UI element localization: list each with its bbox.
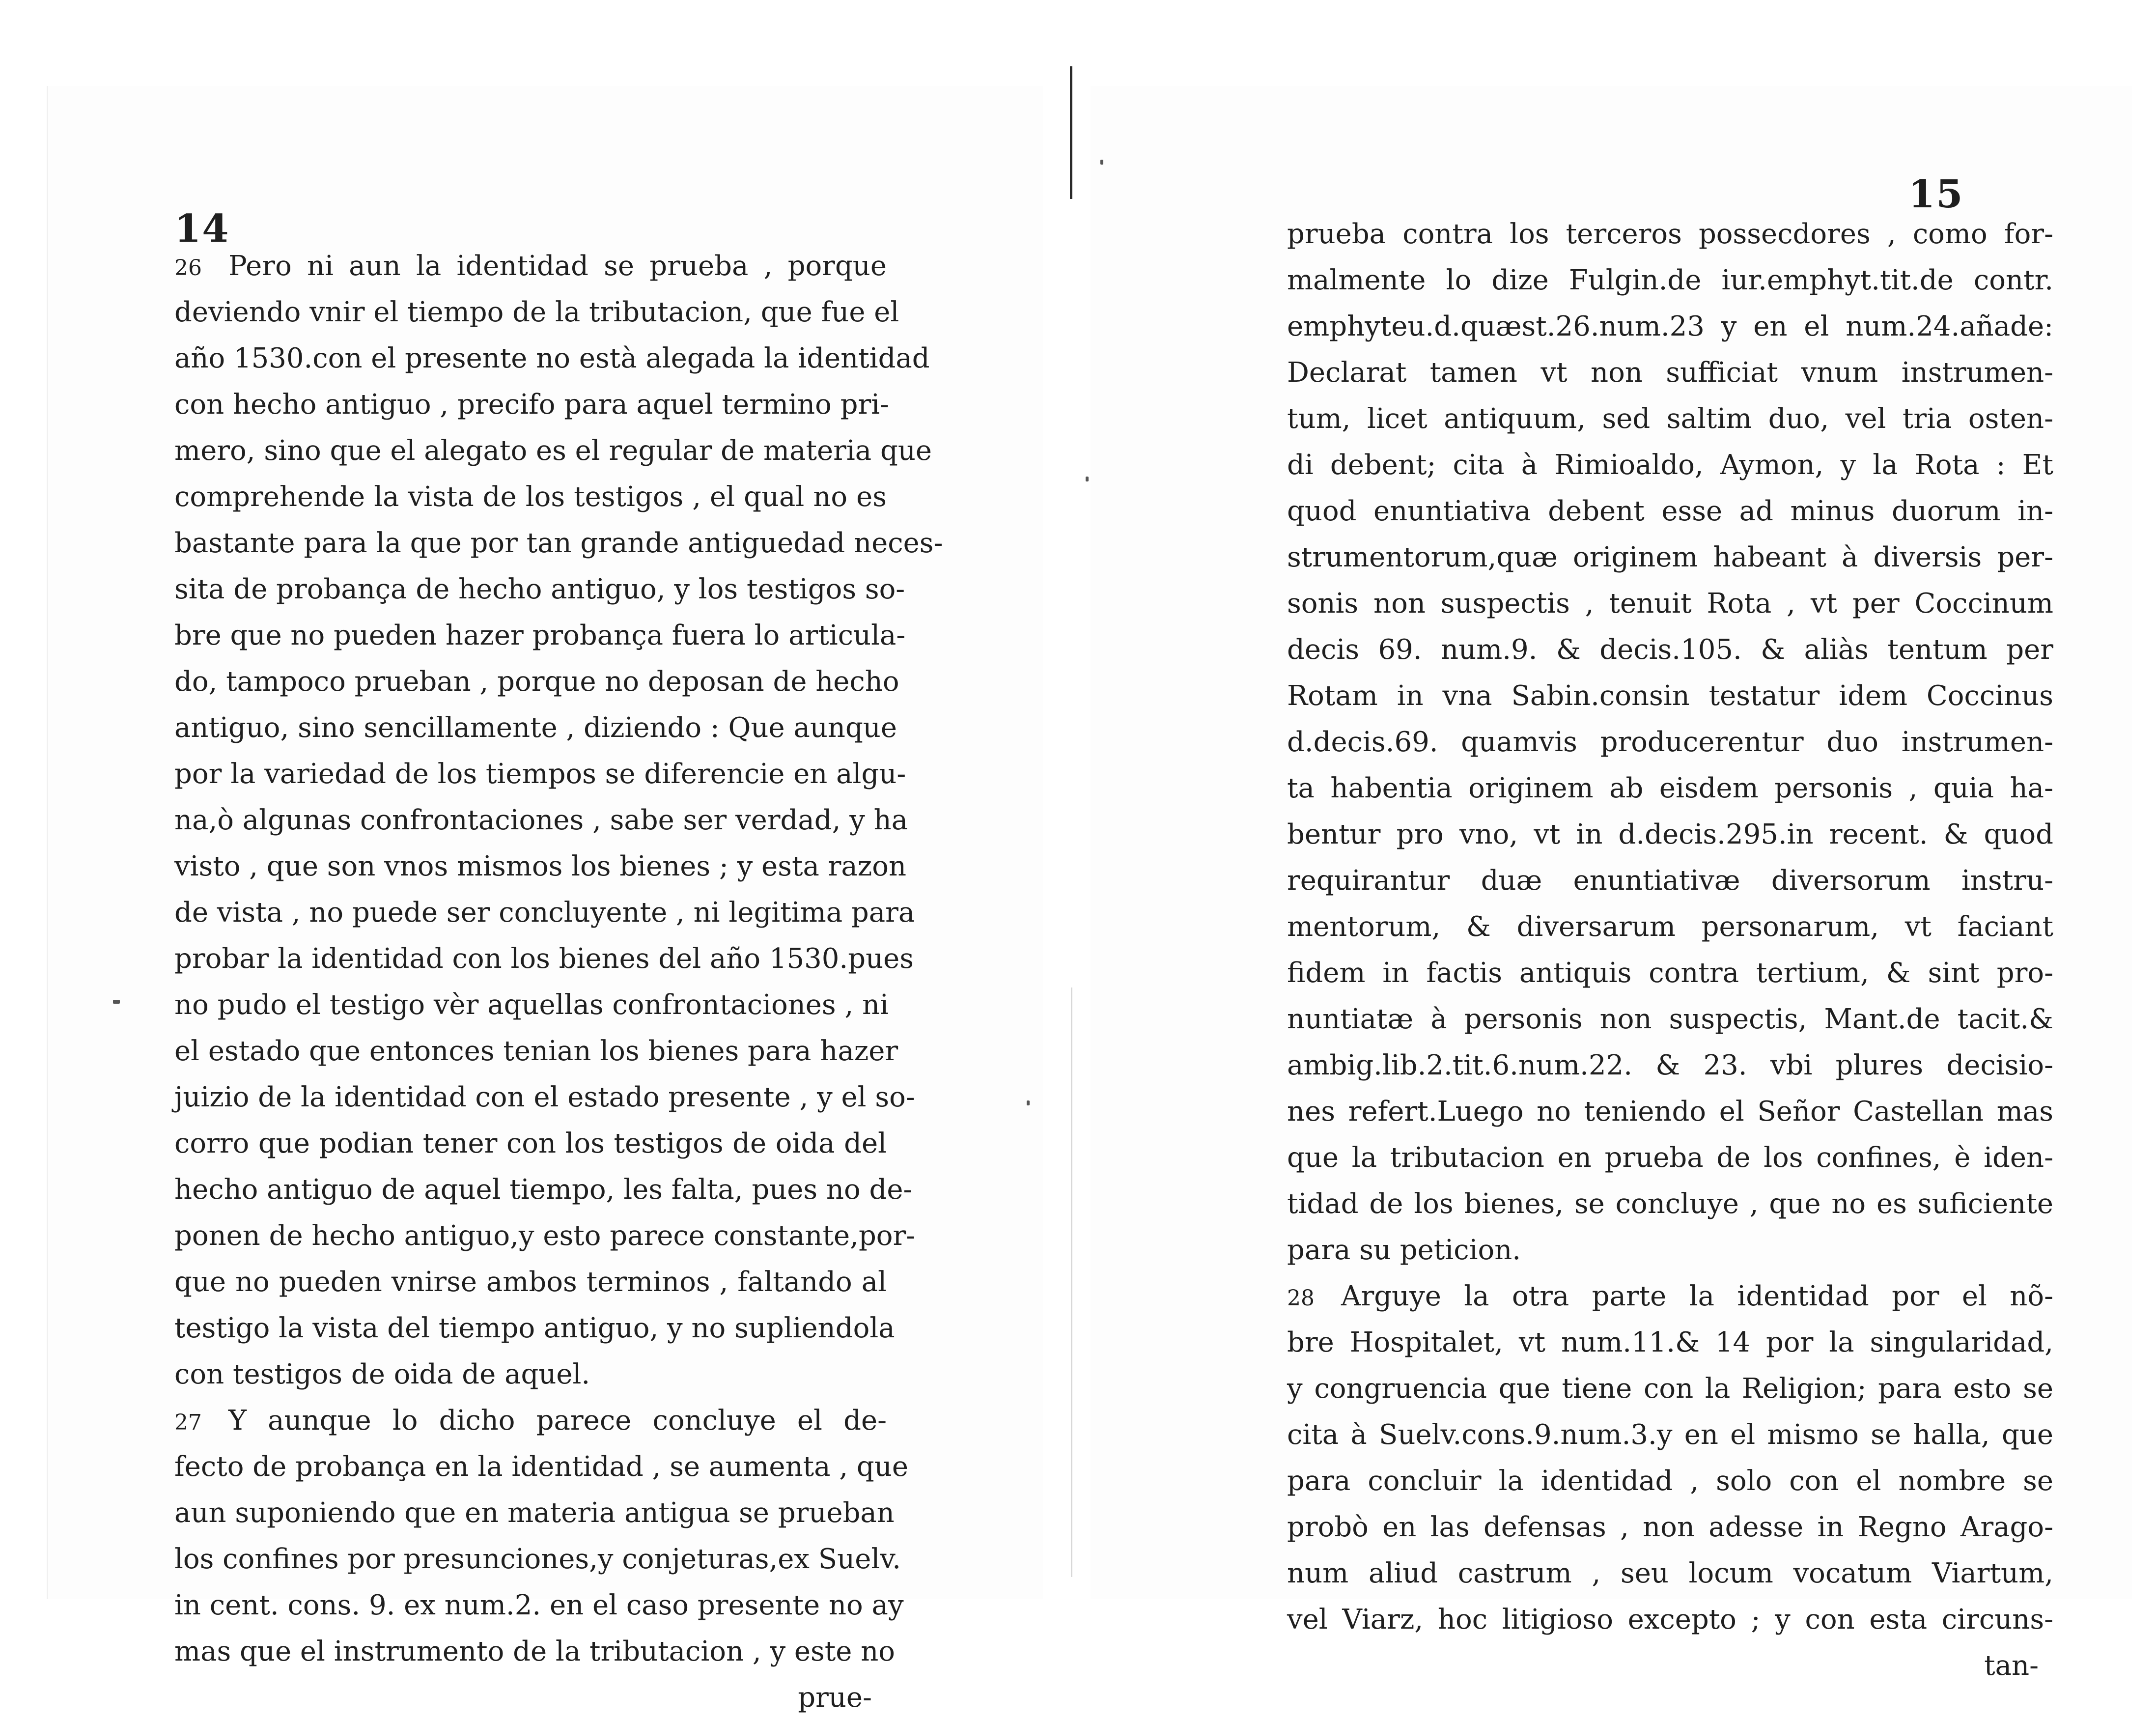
line-text: quod enuntiativa debent esse ad minus duorum in- bbox=[1287, 495, 2053, 527]
text-line bbox=[174, 936, 914, 982]
page-number-left: 14 bbox=[174, 206, 230, 251]
text-line bbox=[1287, 535, 2053, 581]
line-text: bre Hospitalet, vt num.11.& 14 por la singularidad, bbox=[1287, 1326, 2053, 1358]
text-line bbox=[174, 336, 930, 382]
line-text: decis 69. num.9. & decis.105. & aliàs tentum per bbox=[1287, 634, 2053, 666]
text-line bbox=[174, 890, 915, 936]
line-text: bastante para la que por tan grande antiguedad neces- bbox=[174, 527, 943, 559]
text-line bbox=[174, 1398, 887, 1444]
line-text: mero, sino que el alegato es el regular de materia que bbox=[174, 435, 932, 467]
speck-mark bbox=[113, 1000, 120, 1004]
speck-mark bbox=[1100, 160, 1103, 165]
text-line bbox=[1287, 1597, 2053, 1643]
line-text: los confines por presunciones,y conjeturas,ex Suelv. bbox=[174, 1543, 901, 1575]
line-text: requirantur duæ enuntiativæ diversorum instru- bbox=[1287, 865, 2053, 897]
text-line bbox=[1287, 1320, 2053, 1366]
text-line bbox=[1287, 396, 2053, 442]
line-text: in cent. cons. 9. ex num.2. en el caso presente no ay bbox=[174, 1589, 904, 1621]
line-text: bentur pro vno, vt in d.decis.295.in recent. & quod bbox=[1287, 818, 2053, 850]
line-text: cita à Suelv.cons.9.num.3.y en el mismo se halla, que bbox=[1287, 1419, 2053, 1451]
text-line bbox=[174, 659, 899, 705]
text-line bbox=[174, 1536, 901, 1582]
text-line bbox=[1287, 350, 2053, 396]
line-text: Y aunque lo dicho parece concluye el de- bbox=[228, 1405, 887, 1437]
text-line bbox=[1287, 719, 2053, 765]
text-line bbox=[174, 1028, 898, 1074]
text-line bbox=[1287, 1181, 2053, 1227]
paragraph-number: 27 bbox=[174, 1410, 202, 1435]
line-text: bre que no pueden hazer probança fuera lo articula- bbox=[174, 620, 906, 651]
text-line bbox=[174, 1259, 887, 1305]
text-line bbox=[1287, 765, 2053, 812]
text-line bbox=[1287, 1043, 2053, 1089]
line-text: deviendo vnir el tiempo de la tributacion, que fue el bbox=[174, 296, 899, 328]
line-text: mentorum, & diversarum personarum, vt faciant bbox=[1287, 911, 2053, 943]
speck-mark bbox=[1086, 477, 1089, 481]
line-text: Pero ni aun la identidad se prueba , porque bbox=[228, 250, 887, 282]
line-text: no pudo el testigo vèr aquellas confrontaciones , ni bbox=[174, 989, 889, 1021]
text-line bbox=[1287, 1412, 2053, 1458]
text-line bbox=[174, 382, 890, 428]
line-text: prueba contra los terceros possecdores , como for- bbox=[1287, 218, 2053, 250]
paragraph-number: 26 bbox=[174, 255, 202, 281]
text-line bbox=[1287, 442, 2053, 488]
line-text: fecto de probança en la identidad , se aumenta , que bbox=[174, 1451, 908, 1483]
speck-mark bbox=[1027, 1100, 1030, 1105]
line-text: y congruencia que tiene con la Religion; para esto se bbox=[1287, 1373, 2053, 1405]
text-line bbox=[174, 982, 887, 1028]
text-line bbox=[1287, 673, 2053, 719]
text-line bbox=[1287, 1504, 2053, 1551]
line-text: testigo la vista del tiempo antiguo, y no supliendola bbox=[174, 1312, 895, 1344]
text-line bbox=[1287, 627, 2053, 673]
text-line bbox=[174, 474, 887, 520]
line-text: corro que podian tener con los testigos de oida del bbox=[174, 1128, 887, 1159]
text-line bbox=[1287, 257, 2053, 304]
catchword: prue- bbox=[798, 1682, 872, 1714]
text-line bbox=[174, 1444, 908, 1490]
text-line bbox=[1287, 1551, 2053, 1597]
text-line bbox=[174, 797, 908, 844]
line-text: para su peticion. bbox=[1287, 1234, 1521, 1266]
gutter-fold bbox=[1071, 987, 1072, 1577]
text-line bbox=[1287, 1366, 2053, 1412]
line-text: di debent; cita à Rimioaldo, Aymon, y la Rota : Et bbox=[1287, 449, 2053, 481]
line-text: tidad de los bienes, se concluye , que no es suficiente bbox=[1287, 1188, 2053, 1220]
text-line bbox=[1287, 904, 2053, 950]
text-line bbox=[174, 1167, 913, 1213]
line-text: Rotam in vna Sabin.consin testatur idem Coccinus bbox=[1287, 680, 2053, 712]
text-line bbox=[174, 1213, 916, 1259]
line-text: nuntiatæ à personis non suspectis, Mant.de tacit.& bbox=[1287, 1003, 2053, 1035]
text-line bbox=[1287, 996, 2053, 1043]
line-text: hecho antiguo de aquel tiempo, les falta, pues no de- bbox=[174, 1174, 913, 1206]
text-line bbox=[174, 428, 932, 474]
line-text: sonis non suspectis , tenuit Rota , vt per Coccinum bbox=[1287, 588, 2053, 620]
text-line bbox=[174, 1582, 904, 1629]
text-line bbox=[1287, 211, 2053, 257]
text-line bbox=[1287, 950, 2053, 996]
text-line bbox=[174, 751, 906, 797]
text-line bbox=[174, 289, 899, 336]
line-text: probò en las defensas , non adesse in Regno Arago- bbox=[1287, 1511, 2053, 1543]
line-text: emphyteu.d.quæst.26.num.23 y en el num.24.añade: bbox=[1287, 310, 2053, 342]
line-text: para concluir la identidad , solo con el nombre se bbox=[1287, 1465, 2053, 1497]
text-line bbox=[174, 243, 887, 289]
line-text: que no pueden vnirse ambos terminos , faltando al bbox=[174, 1266, 887, 1298]
text-line bbox=[1287, 304, 2053, 350]
line-text: malmente lo dize Fulgin.de iur.emphyt.tit.de contr. bbox=[1287, 264, 2053, 296]
line-text: aun suponiendo que en materia antigua se prueban bbox=[174, 1497, 895, 1529]
line-text: strumentorum,quæ originem habeant à diversis per- bbox=[1287, 541, 2053, 573]
paragraph-number: 28 bbox=[1287, 1286, 1315, 1311]
line-text: con hecho antiguo , precifo para aquel termino pri- bbox=[174, 389, 890, 421]
text-line bbox=[174, 566, 905, 613]
catchword: tan- bbox=[1984, 1650, 2039, 1682]
line-text: ambig.lib.2.tit.6.num.22. & 23. vbi plures decisio- bbox=[1287, 1049, 2053, 1081]
text-line bbox=[1287, 1089, 2053, 1135]
line-text: tum, licet antiquum, sed saltim duo, vel tria osten- bbox=[1287, 403, 2053, 435]
text-line bbox=[174, 520, 943, 566]
text-line bbox=[1287, 812, 2053, 858]
line-text: por la variedad de los tiempos se diferencie en algu- bbox=[174, 758, 906, 790]
line-text: Arguye la otra parte la identidad por el nõ- bbox=[1341, 1280, 2053, 1312]
text-line bbox=[174, 705, 897, 751]
gutter-shadow bbox=[1070, 66, 1072, 199]
line-text: sita de probança de hecho antiguo, y los testigos so- bbox=[174, 573, 905, 605]
line-text: con testigos de oida de aquel. bbox=[174, 1358, 590, 1390]
text-line bbox=[174, 1352, 887, 1398]
line-text: vel Viarz, hoc litigioso excepto ; y con esta circuns- bbox=[1287, 1604, 2053, 1636]
line-text: num aliud castrum , seu locum vocatum Viartum, bbox=[1287, 1557, 2053, 1589]
line-text: ta habentia originem ab eisdem personis , quia ha- bbox=[1287, 772, 2053, 804]
line-text: Declarat tamen vt non sufficiat vnum instrumen- bbox=[1287, 357, 2053, 389]
line-text: juizio de la identidad con el estado presente , y el so- bbox=[174, 1081, 915, 1113]
left-page-text bbox=[174, 243, 943, 1721]
line-text: antiguo, sino sencillamente , diziendo : Que aunque bbox=[174, 712, 897, 744]
text-line bbox=[1287, 1135, 2053, 1181]
text-line bbox=[1287, 858, 2053, 904]
text-line bbox=[174, 844, 907, 890]
text-line bbox=[1287, 488, 2053, 535]
text-line bbox=[1287, 1227, 2053, 1273]
line-text: que la tributacion en prueba de los confines, è iden- bbox=[1287, 1142, 2053, 1174]
line-text: comprehende la vista de los testigos , el qual no es bbox=[174, 481, 887, 513]
line-text: año 1530.con el presente no està alegada la identidad bbox=[174, 342, 930, 374]
text-line bbox=[174, 613, 906, 659]
line-text: visto , que son vnos mismos los bienes ; y esta razon bbox=[174, 850, 907, 882]
line-text: mas que el instrumento de la tributacion , y este no bbox=[174, 1636, 895, 1667]
text-line bbox=[174, 1121, 887, 1167]
text-line bbox=[174, 1074, 915, 1121]
line-text: el estado que entonces tenian los bienes para hazer bbox=[174, 1035, 898, 1067]
text-line bbox=[174, 1305, 895, 1352]
right-page-text bbox=[1287, 211, 2053, 1689]
line-text: d.decis.69. quamvis producerentur duo instrumen- bbox=[1287, 726, 2053, 758]
text-line bbox=[1287, 581, 2053, 627]
line-text: ponen de hecho antiguo,y esto parece constante,por- bbox=[174, 1220, 916, 1252]
page-number-right: 15 bbox=[1908, 172, 1964, 217]
text-line bbox=[174, 1629, 895, 1675]
text-line bbox=[1287, 1458, 2053, 1504]
line-text: fidem in factis antiquis contra tertium, & sint pro- bbox=[1287, 957, 2053, 989]
line-text: probar la identidad con los bienes del año 1530.pues bbox=[174, 943, 914, 975]
line-text: nes refert.Luego no teniendo el Señor Castellan mas bbox=[1287, 1096, 2053, 1128]
text-line bbox=[1287, 1273, 2053, 1320]
text-line bbox=[174, 1490, 895, 1536]
line-text: na,ò algunas confrontaciones , sabe ser verdad, y ha bbox=[174, 804, 908, 836]
line-text: de vista , no puede ser concluyente , ni legitima para bbox=[174, 897, 915, 929]
line-text: do, tampoco prueban , porque no deposan de hecho bbox=[174, 666, 899, 698]
